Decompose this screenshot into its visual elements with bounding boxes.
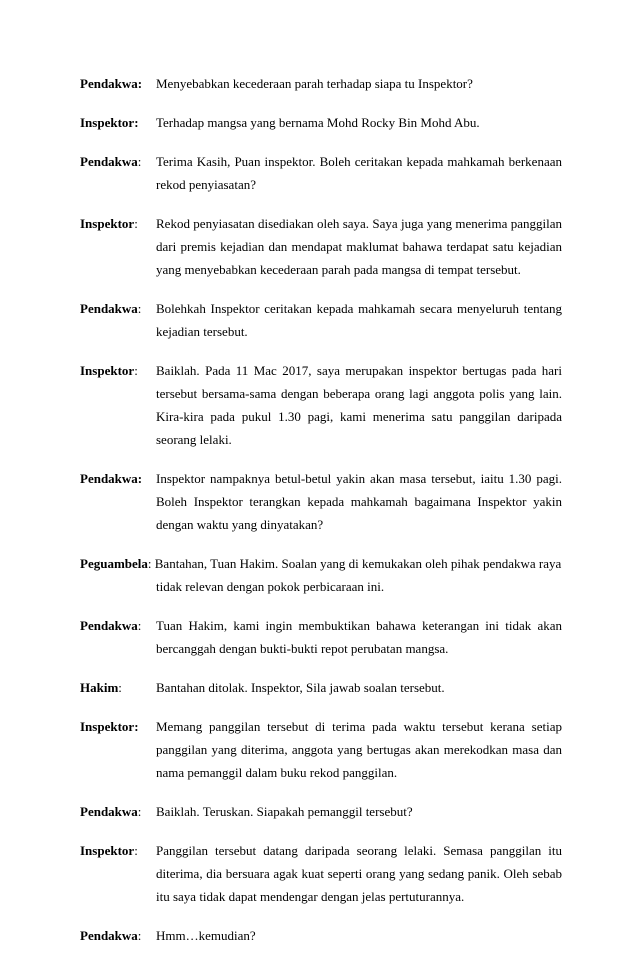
speech-line: seorang lelaki. — [156, 432, 232, 447]
speaker-label — [80, 676, 122, 699]
transcript-page — [80, 72, 562, 963]
speech-line: Memang panggilan tersebut di terima pada waktu tersebut kerana setiap — [156, 719, 562, 734]
speaker-colon: : — [134, 115, 139, 130]
speech-text — [156, 212, 562, 281]
speech-text — [156, 839, 562, 908]
speech-line: rekod penyiasatan? — [156, 177, 256, 192]
dialogue-entry — [80, 839, 562, 908]
speech-line: Bolehkah Inspektor ceritakan kepada mahkamah secara menyeluruh tentang — [156, 301, 562, 316]
speaker-colon: : — [137, 618, 142, 633]
speech-line: nama pemanggil dalam buku rekod panggilan. — [156, 765, 398, 780]
speaker-colon: : — [134, 719, 139, 734]
speaker-label — [80, 839, 138, 862]
speech-text — [156, 924, 562, 947]
speaker-label — [80, 614, 141, 637]
speaker-label — [80, 556, 152, 571]
speech-text — [156, 150, 562, 196]
dialogue-entry — [80, 72, 562, 95]
speaker-name: Pendakwa — [80, 76, 138, 91]
speech-line: yang menyebabkan kecederaan parah pada mangsa di tempat tersebut. — [156, 262, 521, 277]
speech-text — [156, 467, 562, 536]
speech-line: Boleh Inspektor terangkan kepada mahkamah bagaimana Inspektor yakin — [156, 494, 562, 509]
speech-line: itu saya tidak dapat mendengar dengan jelas pertuturannya. — [156, 889, 465, 904]
speaker-colon: : — [134, 216, 138, 231]
speech-line: Bantahan ditolak. Inspektor, Sila jawab soalan tersebut. — [156, 680, 445, 695]
speech-line: Menyebabkan kecederaan parah terhadap siapa tu Inspektor? — [156, 76, 473, 91]
speaker-colon: : — [137, 76, 143, 91]
speaker-name: Inspektor — [80, 843, 135, 858]
speaker-label — [80, 359, 138, 382]
speech-line: Kira-kira pada pukul 1.30 pagi, kami menerima satu panggilan daripada — [156, 409, 562, 424]
speech-text — [156, 715, 562, 784]
speech-line: panggilan yang diterima, anggota yang bertugas akan merekodkan masa dan — [156, 742, 562, 757]
speech-line: tersebut bersama-sama dengan beberapa orang lagi anggota polis yang lain. — [156, 386, 562, 401]
speaker-colon: : — [137, 154, 142, 169]
dialogue-entry — [80, 800, 562, 823]
speaker-colon: : — [118, 680, 122, 695]
speaker-colon: : — [137, 301, 142, 316]
dialogue-entry — [80, 111, 562, 134]
speaker-label — [80, 212, 138, 235]
speech-text — [156, 111, 562, 134]
speaker-name: Inspektor — [80, 115, 135, 130]
speaker-name: Pendakwa — [80, 804, 138, 819]
speech-line: Terhadap mangsa yang bernama Mohd Rocky Bin Mohd Abu. — [156, 115, 480, 130]
speaker-label — [80, 467, 142, 490]
speaker-label — [80, 72, 142, 95]
speech-line: Panggilan tersebut datang daripada seorang lelaki. Semasa panggilan itu — [156, 843, 562, 858]
speech-text — [156, 676, 562, 699]
dialogue-entry — [80, 359, 562, 451]
speaker-label — [80, 150, 141, 173]
speech-line: Baiklah. Pada 11 Mac 2017, saya merupakan inspektor bertugas pada hari — [156, 363, 562, 378]
speech-line: Inspektor nampaknya betul-betul yakin akan masa tersebut, iaitu 1.30 pagi. — [156, 471, 562, 486]
speaker-colon: : — [137, 804, 142, 819]
speaker-colon: : — [137, 471, 143, 486]
speaker-label — [80, 800, 141, 823]
dialogue-entry — [80, 150, 562, 196]
speaker-colon: : — [147, 556, 152, 571]
dialogue-entry — [80, 297, 562, 343]
speech-text — [156, 297, 562, 343]
speaker-label — [80, 111, 139, 134]
speaker-name: Peguambela — [80, 556, 148, 571]
speaker-name: Pendakwa — [80, 471, 138, 486]
speech-line: Terima Kasih, Puan inspektor. Boleh ceritakan kepada mahkamah berkenaan — [156, 154, 562, 169]
speech-text — [156, 72, 562, 95]
speech-line: bercanggah dengan bukti-bukti repot perubatan mangsa. — [156, 641, 449, 656]
speech-line: Tuan Hakim, kami ingin membuktikan bahawa keterangan ini tidak akan — [156, 618, 562, 633]
speaker-name: Inspektor — [80, 363, 135, 378]
speaker-name: Hakim — [80, 680, 119, 695]
speech-text — [156, 359, 562, 451]
speaker-label — [80, 715, 139, 738]
speaker-name: Inspektor — [80, 719, 135, 734]
speech-line: dengan waktu yang dinyatakan? — [156, 517, 324, 532]
speech-text — [156, 614, 562, 660]
speaker-label — [80, 297, 141, 320]
speaker-colon: : — [134, 843, 138, 858]
dialogue-entry — [80, 924, 562, 947]
dialogue-entry — [80, 676, 562, 699]
speaker-label — [80, 924, 141, 947]
dialogue-entry — [80, 212, 562, 281]
speaker-name: Pendakwa — [80, 301, 138, 316]
speech-text — [156, 800, 562, 823]
dialogue-entry — [80, 552, 562, 598]
speaker-name: Pendakwa — [80, 928, 138, 943]
speaker-colon: : — [134, 363, 138, 378]
speech-line: Rekod penyiasatan disediakan oleh saya. Saya juga yang menerima panggilan — [156, 216, 562, 231]
speech-line: tidak relevan dengan pokok perbicaraan ini. — [156, 579, 385, 594]
speaker-name: Inspektor — [80, 216, 135, 231]
speech-line: kejadian tersebut. — [156, 324, 248, 339]
speech-line: Hmm…kemudian? — [156, 928, 256, 943]
speaker-name: Pendakwa — [80, 618, 138, 633]
speech-line: Baiklah. Teruskan. Siapakah pemanggil tersebut? — [156, 804, 413, 819]
speech-line: dari premis kejadian dan mendapat maklumat bahawa terdapat satu kejadian — [156, 239, 562, 254]
dialogue-entry — [80, 614, 562, 660]
speech-line: Bantahan, Tuan Hakim. Soalan yang di kemukakan oleh pihak pendakwa raya — [154, 556, 562, 571]
speech-text — [156, 575, 562, 598]
speaker-colon: : — [137, 928, 142, 943]
dialogue-entry — [80, 467, 562, 536]
speaker-name: Pendakwa — [80, 154, 138, 169]
speech-line: diterima, dia bersuara agak kuat seperti orang yang sedang panik. Oleh sebab — [156, 866, 562, 881]
dialogue-entry — [80, 715, 562, 784]
